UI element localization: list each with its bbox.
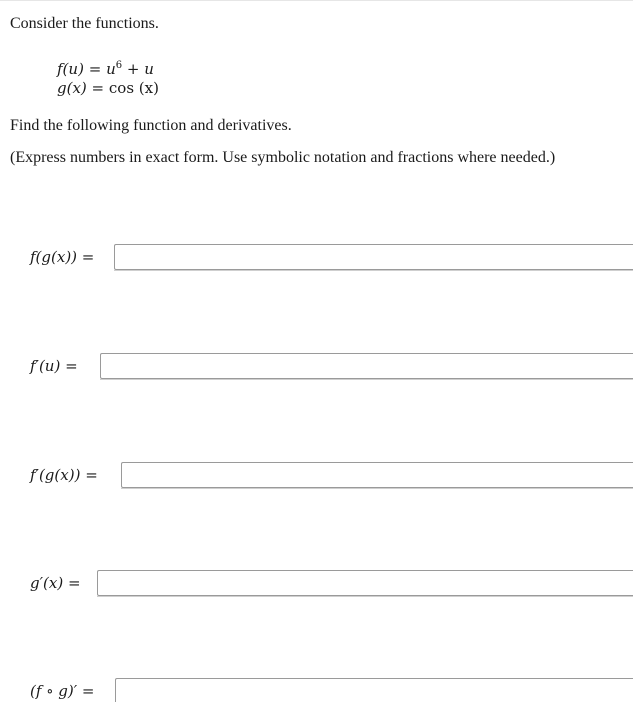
instruction-text: Find the following function and derivatives. [10,117,292,134]
top-divider [0,0,633,1]
f-definition-rest: + u [126,60,154,78]
answer-input-f-prime-of-g[interactable] [121,462,633,488]
answer-label-f-prime-u: f′(u) = [30,357,78,375]
g-definition-equals: = [91,79,105,97]
intro-text: Consider the functions. [10,15,159,32]
answer-label-f-prime-of-g: f′(g(x)) = [30,466,98,484]
answer-input-composition-prime[interactable] [115,678,633,702]
answer-input-g-prime-x[interactable] [97,570,633,596]
answer-input-f-of-g[interactable] [114,244,633,270]
answer-label-f-of-g: f(g(x)) = [30,248,95,266]
f-definition-exponent: 6 [115,60,123,71]
f-definition-base: u [106,60,116,78]
answer-input-shadow [100,379,633,380]
answer-input-shadow [121,488,633,489]
f-definition [57,57,154,78]
answer-input-shadow [97,596,633,597]
g-definition [57,79,159,97]
g-definition-lhs: g(x) [57,79,87,97]
answer-label-composition-prime: (f ∘ g)′ = [30,682,95,700]
answer-label-g-prime-x: g′(x) = [30,574,81,592]
f-definition-equals: = [88,60,102,78]
f-definition-lhs: f(u) [57,60,84,78]
note-text: (Express numbers in exact form. Use symbolic notation and fractions where needed.) [10,149,556,166]
g-definition-rhs: cos (x) [108,79,159,97]
answer-input-shadow [114,270,633,271]
answer-input-f-prime-u[interactable] [100,353,633,379]
